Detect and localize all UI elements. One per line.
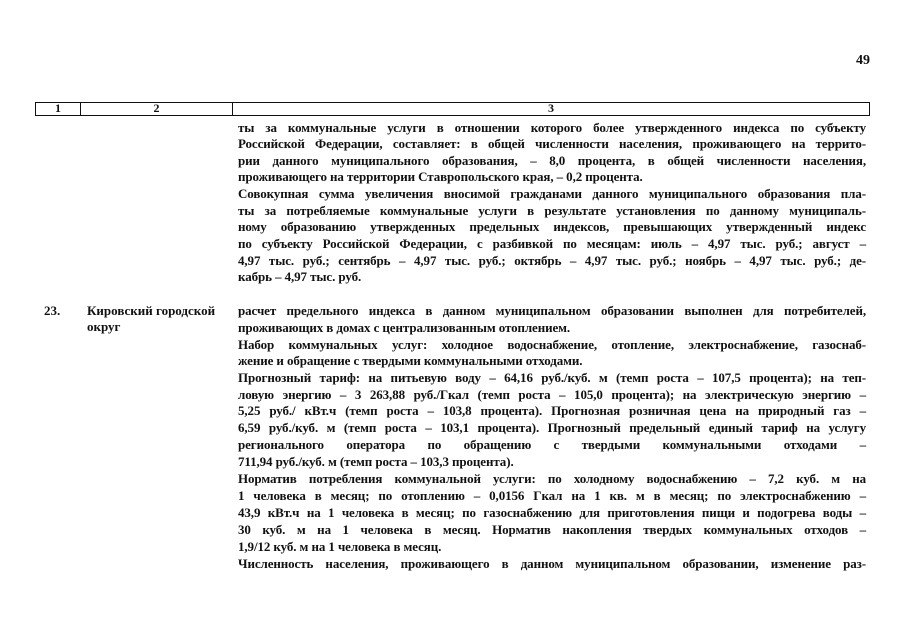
table-header-col3: 3 [232, 103, 869, 115]
table-header-row [35, 102, 870, 116]
page-number: 49 [856, 53, 870, 68]
text-line: 6,59 руб./куб. м (темп роста – 103,1 процента). Прогнозный предельный единый тариф на услугу [238, 420, 866, 435]
text-line: ты за коммунальные услуги в отношении которого более утвержденного индекса по субъекту [238, 120, 866, 135]
text-line: ному образованию утвержденных предельных индексов, превышающих утвержденный индекс [238, 219, 866, 234]
text-line: жение и обращение с твердыми коммунальными отходами. [238, 353, 583, 368]
text-line: 1,9/12 куб. м на 1 человека в месяц. [238, 539, 442, 554]
table-header-col2: 2 [80, 103, 232, 115]
text-line: 43,9 кВт.ч на 1 человека в месяц; по газоснабжению для приготовления пищи и подогрева воды – [238, 505, 866, 520]
text-line: Российской Федерации, составляет: в общей численности населения, проживающего на террито- [238, 136, 866, 151]
text-line: 1 человека в месяц; по отоплению – 0,0156 Гкал на 1 кв. м в месяц; по электроснабжению – [238, 488, 866, 503]
text-line: расчет предельного индекса в данном муниципальном образовании выполнен для потребителей, [238, 303, 866, 318]
text-line: кабрь – 4,97 тыс. руб. [238, 269, 362, 284]
text-line: Совокупная сумма увеличения вносимой гражданами данного муниципального образования пла- [238, 186, 866, 201]
municipality-name [87, 303, 233, 335]
text-line: 4,97 тыс. руб.; сентябрь – 4,97 тыс. руб.; октябрь – 4,97 тыс. руб.; ноябрь – 4,97 тыс. руб.; де- [238, 253, 866, 268]
text-line: проживающих в домах с централизованным отоплением. [238, 320, 571, 335]
text-line: 711,94 руб./куб. м (темп роста – 103,3 процента). [238, 454, 514, 469]
text-line: Численность населения, проживающего в данном муниципальном образовании, изменение раз- [238, 556, 866, 571]
municipality-name-line2: округ [87, 319, 121, 334]
table-header-col1: 1 [55, 101, 61, 115]
text-line: ловую энергию – 3 263,88 руб./Гкал (темп роста – 105,0 процента); на электрическую энергию – [238, 387, 866, 402]
text-line: проживающего на территории Ставропольского края, – 0,2 процента. [238, 169, 643, 184]
text-line: Набор коммунальных услуг: холодное водоснабжение, отопление, электроснабжение, газоснаб- [238, 337, 866, 352]
text-line: регионального оператора по обращению с твердыми коммунальными отходами – [238, 437, 866, 452]
text-line: Прогнозный тариф: на питьевую воду – 64,16 руб./куб. м (темп роста – 107,5 процента); на теп- [238, 370, 866, 385]
municipality-name-line1: Кировский городской [87, 303, 216, 318]
text-line: 30 куб. м на 1 человека в месяц. Норматив накопления твердых коммунальных отходов – [238, 522, 866, 537]
text-line: Норматив потребления коммунальной услуги: по холодному водоснабжению – 7,2 куб. м на [238, 471, 866, 486]
text-line: рии данного муниципального образования, – 8,0 процента, в общей численности населения, [238, 153, 866, 168]
text-line: ты за потребляемые коммунальные услуги в результате установления по данному муниципаль- [238, 203, 866, 218]
row-number: 23. [44, 303, 61, 318]
text-line: 5,25 руб./ кВт.ч (темп роста – 103,8 процента). Прогнозная розничная цена на природный газ – [238, 403, 866, 418]
text-line: по субъекту Российской Федерации, с разбивкой по месяцам: июль – 4,97 тыс. руб.; август – [238, 236, 866, 251]
